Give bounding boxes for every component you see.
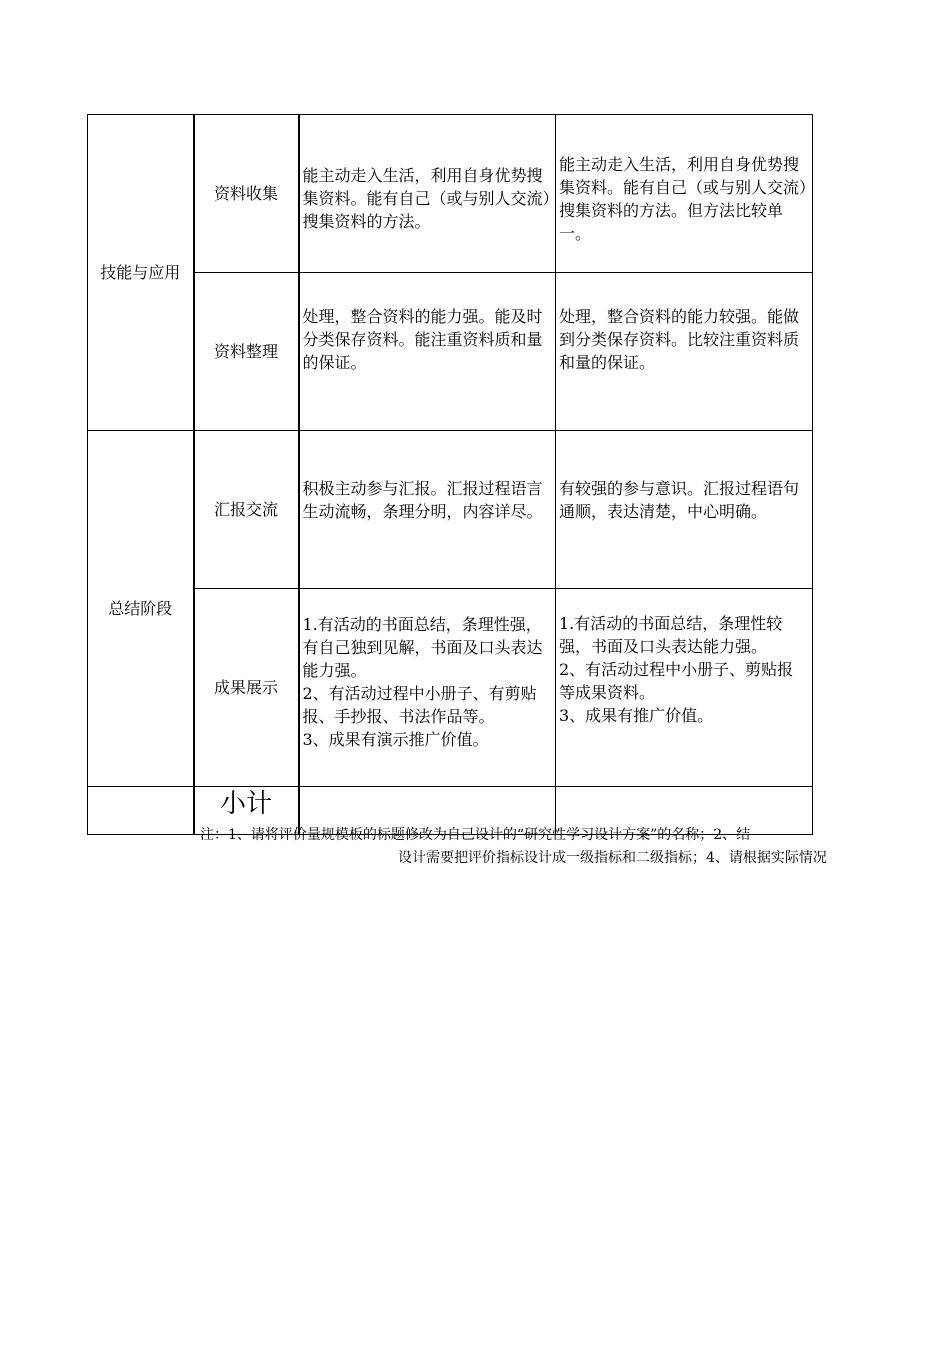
group-cell-skills [88,115,194,431]
criteria-cell [556,589,813,787]
item-cell [194,115,299,273]
table-row [88,589,813,787]
note-line-1: 注：1、请将评价量规模板的标题修改为自己设计的“研究性学习设计方案”的名称；2、结 [200,827,751,843]
criteria-text: 处理，整合资料的能力强。能及时分类保存资料。能注重资料质和量的保证。 [302,307,543,372]
criteria-text: 积极主动参与汇报。汇报过程语言生动流畅，条理分明，内容详尽。 [302,478,543,521]
criteria-cell [299,589,556,787]
criteria-cell [556,431,813,589]
group-label: 技能与应用 [100,263,181,282]
criteria-cell [299,115,556,273]
criteria-text: 1.有活动的书面总结，条理性较强，书面及口头表达能力强。 2、有活动过程中小册子、剪贴报等成果资料。 3、成果有推广价值。 [559,614,794,725]
item-cell [194,273,299,431]
evaluation-rubric-table [87,114,813,835]
table-row [88,273,813,431]
group-cell-summary [88,431,194,787]
empty-cell [88,787,194,835]
criteria-text: 能主动走入生活，利用自身优势搜集资料。能有自己（或与别人交流）搜集资料的方法。 [302,166,551,231]
criteria-text: 处理，整合资料的能力较强。能做到分类保存资料。比较注重资料质和量的保证。 [559,307,800,372]
criteria-cell [556,273,813,431]
table-row [88,431,813,589]
note-line-2: 设计需要把评价指标设计成一级指标和二级指标；4、请根据实际情况 [398,850,827,866]
item-label: 资料收集 [213,184,278,203]
criteria-cell [299,431,556,589]
subtotal-label: 小计 [194,787,299,835]
criteria-cell [299,273,556,431]
item-label: 汇报交流 [213,500,278,519]
criteria-text: 有较强的参与意识。汇报过程语句通顺，表达清楚，中心明确。 [559,478,800,521]
item-label: 成果展示 [213,678,278,697]
group-label: 总结阶段 [108,599,173,618]
item-cell [194,589,299,787]
criteria-text: 1.有活动的书面总结，条理性强，有自己独到见解，书面及口头表达能力强。 2、有活动过程中小册子、有剪贴报、手抄报、书法作品等。 3、成果有演示推广价值。 [302,615,543,749]
item-cell [194,431,299,589]
table-row [88,115,813,273]
criteria-text: 能主动走入生活，利用自身优势搜集资料。能有自己（或与别人交流）搜集资料的方法。但方法比较单一。 [559,154,808,243]
item-label: 资料整理 [213,342,278,361]
criteria-cell [556,115,813,273]
